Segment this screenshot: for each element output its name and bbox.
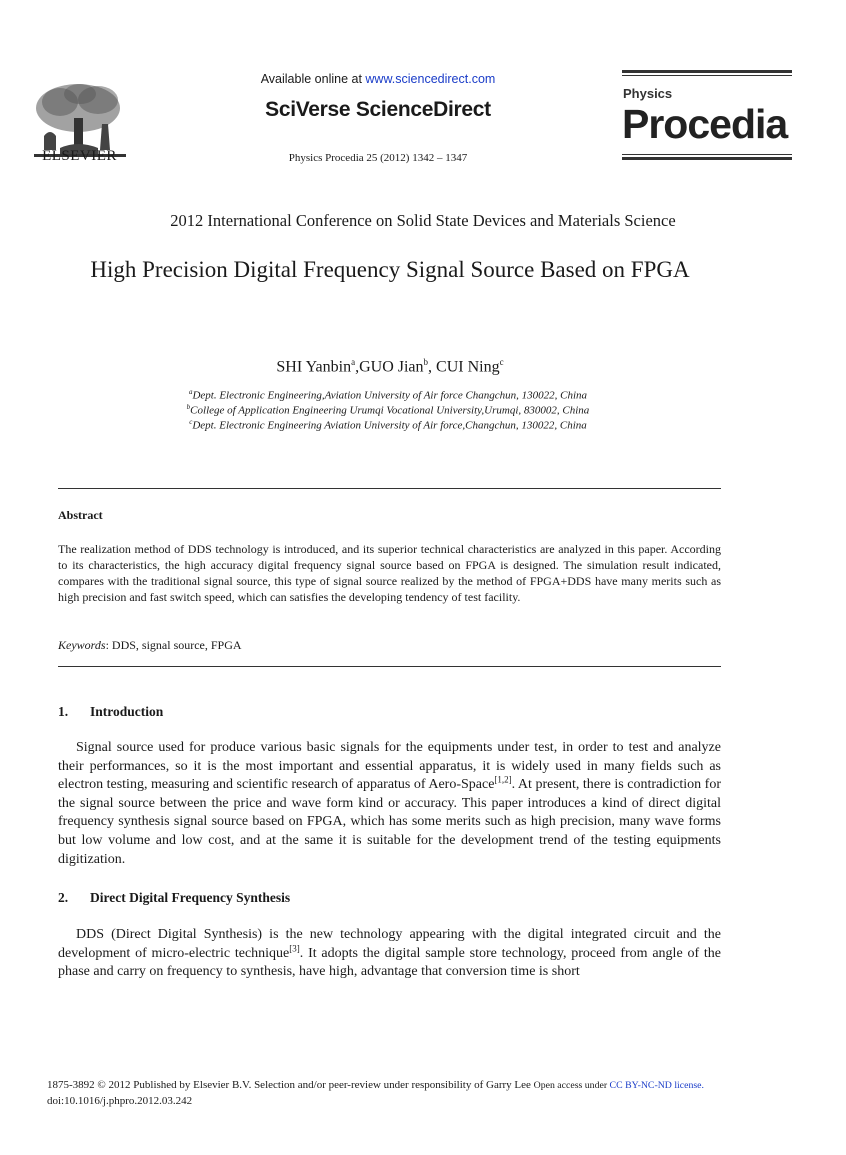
author-sup: b — [423, 357, 429, 367]
abstract-heading: Abstract — [58, 508, 103, 522]
author-sup: c — [499, 357, 504, 367]
logo-rule-top — [622, 70, 792, 73]
author-sup: a — [351, 357, 356, 367]
affiliation — [0, 418, 776, 432]
affiliation-sup: a — [188, 388, 193, 396]
divider — [58, 666, 721, 667]
sciverse-sciencedirect-logo: SciVerse ScienceDirect — [265, 98, 491, 121]
footer-doi: doi:10.1016/j.phpro.2012.03.242 — [47, 1095, 193, 1107]
citation[interactable]: [1,2] — [494, 774, 512, 785]
divider — [58, 488, 721, 489]
section-title: Direct Digital Frequency Synthesis — [90, 890, 291, 905]
affiliation-text: Dept. Electronic Engineering Aviation University of Air force,Changchun, 130022, China — [192, 419, 587, 432]
footer-copyright — [47, 1079, 704, 1091]
affiliation — [0, 388, 776, 402]
section-number: 2. — [58, 890, 69, 905]
citation[interactable]: [3] — [289, 942, 300, 953]
logo-rule-top-thin — [622, 75, 792, 76]
physics-procedia-logo — [622, 70, 792, 160]
paragraph-text: . At present, there is contradiction for the signal source between the price and wave form kind or accuracy. This paper introduces a kind of direct digital frequency synthesis signal source based on FPGA, which has some merits such as high precision, many wave forms but low volume and low cost, and at the same it is suitable for the development trend of the testing equipments digitization. — [58, 777, 721, 867]
author-name: CUI Ning — [436, 358, 500, 376]
body-paragraph — [58, 926, 721, 982]
section-heading — [58, 704, 163, 720]
author-sep: , — [428, 358, 437, 376]
conference-name: 2012 International Conference on Solid State Devices and Materials Science — [170, 211, 676, 230]
available-online: Available online at www.sciencedirect.com — [260, 72, 496, 86]
author-list — [0, 357, 780, 376]
affiliation-text: Dept. Electronic Engineering,Aviation University of Air force Changchun, 130022, China — [192, 389, 588, 402]
body-paragraph — [58, 739, 721, 869]
paragraph-text: . It adopts the digital sample store technology, proceed from angle of the phase and carry on frequency to synthesis, have high, advantage that conversion time is short — [58, 945, 722, 980]
section-title: Introduction — [90, 704, 164, 719]
open-access-text: Open access under — [533, 1080, 610, 1091]
abstract-text: The realization method of DDS technology is introduced, and its superior technical characteristics are analyzed in this paper. According to its characteristics, the high accuracy digital frequency signal source based on FPGA is designed. The simulation result indicated, compares with the traditional signal source, this type of signal source realized by the method of FPGA+DDS have many merits such as high precision and fast switch speed, which can satisfies the developing tendency of test facility. — [58, 542, 721, 604]
section-heading — [58, 890, 290, 906]
journal-citation: Physics Procedia 25 (2012) 1342 – 1347 — [288, 152, 468, 164]
keywords — [58, 638, 242, 653]
elsevier-wordmark: ELSEVIER — [42, 148, 117, 164]
logo-procedia: Procedia — [622, 101, 788, 147]
logo-rule-bottom — [622, 157, 792, 160]
author-sep: , — [355, 358, 360, 376]
affiliation-sup: c — [189, 418, 193, 426]
section-number: 1. — [58, 704, 69, 719]
author-name: GUO Jian — [359, 358, 424, 376]
sciencedirect-link[interactable]: www.sciencedirect.com — [365, 72, 496, 86]
paragraph-text: Signal source used for produce various basic signals for the equipments under test, in order to test and analyze their performances, so it is the most important and essential apparatus, it is widely used in many fields such as electron testing, measuring and scientific research of apparatus of Aero-Space — [58, 740, 721, 793]
logo-physics: Physics — [623, 86, 673, 101]
paper-title: High Precision Digital Frequency Signal Source Based on FPGA — [90, 257, 690, 282]
keywords-list: : DDS, signal source, FPGA — [105, 638, 242, 652]
affiliation — [0, 403, 776, 417]
author-name: SHI Yanbin — [276, 358, 352, 376]
license-link[interactable]: CC BY-NC-ND license. — [609, 1080, 704, 1091]
affiliation-text: College of Application Engineering Urumqi Vocational University,Urumqi, 830002, China — [190, 404, 590, 417]
logo-rule-bottom-thin — [622, 154, 792, 155]
affiliation-sup: b — [186, 403, 191, 411]
copyright-text: 1875-3892 © 2012 Published by Elsevier B.V. Selection and/or peer-review under responsibility of Garry Lee — [47, 1079, 534, 1091]
keywords-label: Keywords — [58, 638, 106, 652]
paragraph-text: DDS (Direct Digital Synthesis) is the new technology appearing with the digital integrated circuit and the development of micro-electric technique — [58, 927, 721, 961]
